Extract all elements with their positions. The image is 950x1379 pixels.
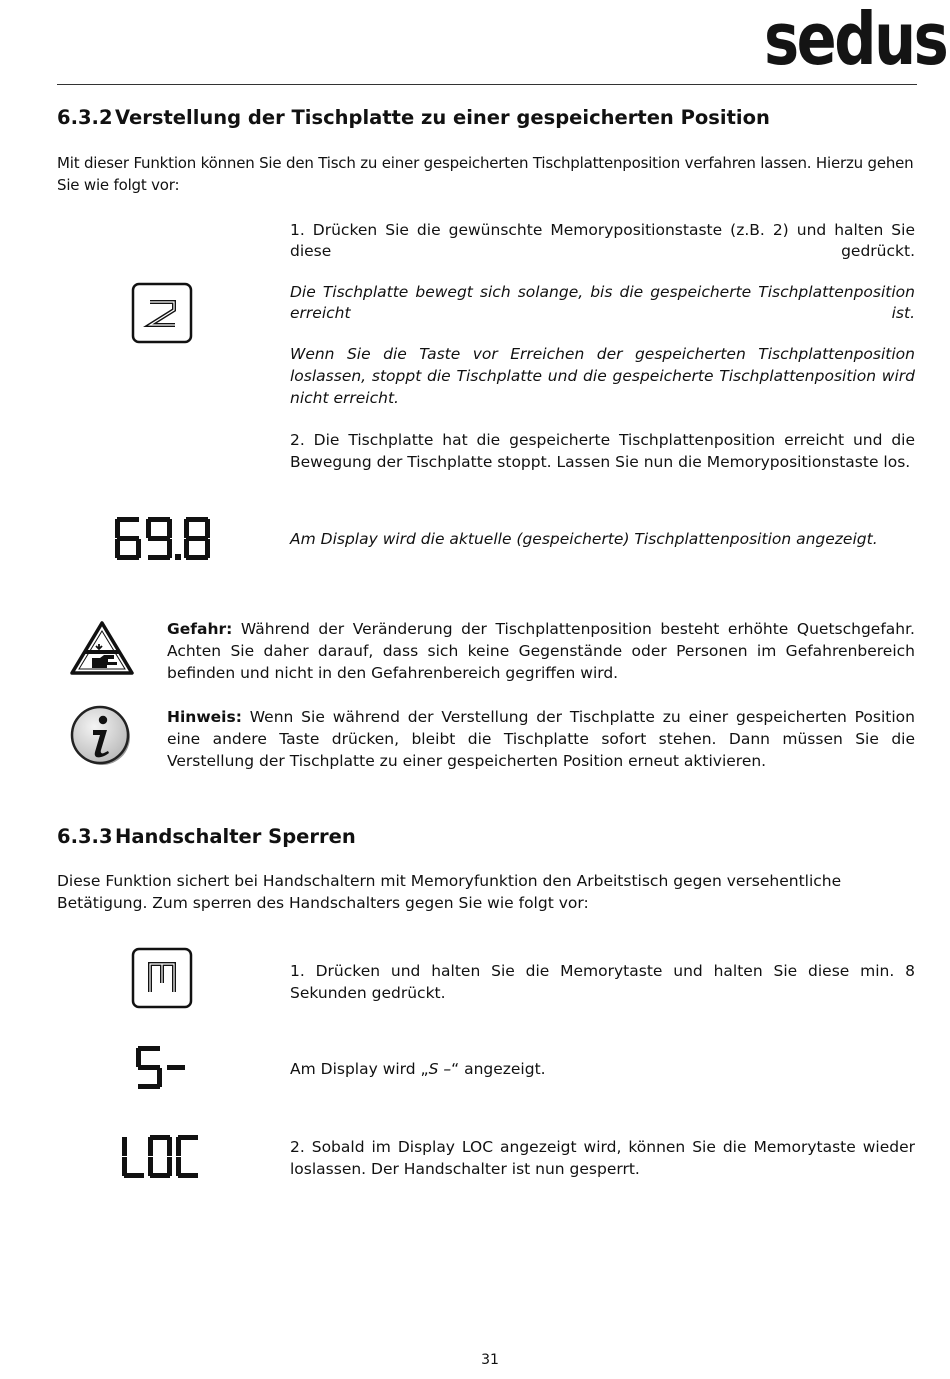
step1-line2: [290, 240, 915, 262]
section-heading-632: [57, 106, 770, 129]
lock-step1-text: 1. Drücken und halten Sie die Memorytaste und halten Sie diese min. 8 Sekunden gedrückt.: [290, 962, 915, 1002]
display-s-dash-icon: [136, 1045, 188, 1095]
display-s-note-post: “ angezeigt.: [451, 1060, 546, 1078]
step1-line1: 1. Drücken Sie die gewünschte Memorypositionstaste (z.B. 2) und halten Sie: [290, 221, 915, 239]
section-intro: Diese Funktion sichert bei Handschaltern mit Memoryfunktion den Arbeitstisch gegen versehentliche Betätigung. Zum sperren des Handschalters gegen Sie wie folgt vor:: [57, 872, 842, 912]
step1-note2: Wenn Sie die Taste vor Erreichen der gespeicherten Tischplattenposition loslassen, stoppt die Tischplatte und die gespeicherte Tischplattenposition wird nicht erreicht.: [290, 345, 915, 407]
step1-line2-start: diese: [290, 242, 332, 260]
danger-body: Während der Veränderung der Tischplattenposition besteht erhöhte Quetschgefahr. Achten Sie daher darauf, dass sich keine Gegenstände oder Personen im Gefahrenbereich befinden und nicht in den Gefahrenbereich gegriffen wird.: [167, 620, 915, 682]
section-intro: Mit dieser Funktion können Sie den Tisch zu einer gespeicherten Tischplattenposition verfahren lassen. Hierzu gehen Sie wie folgt vor:: [57, 154, 914, 194]
lock-step2-text: 2. Sobald im Display LOC angezeigt wird, können Sie die Memorytaste wieder loslassen. Der Handschalter ist nun gesperrt.: [290, 1138, 915, 1178]
page-number: 31: [481, 1352, 499, 1368]
step2-text: 2. Die Tischplatte hat die gespeicherte Tischplattenposition erreicht und die Bewegung der Tischplatte stoppt. Lassen Sie nun die Memorypositionstaste los.: [290, 431, 915, 471]
display-note: Am Display wird die aktuelle (gespeicherte) Tischplattenposition angezeigt.: [290, 530, 878, 548]
info-icon: [70, 705, 132, 771]
hint-text: [167, 706, 915, 772]
sedus-logo: sedus: [764, 0, 947, 81]
step1-note-line2: [290, 302, 915, 324]
section-heading-633: [57, 825, 356, 848]
section-number: 6.3.2: [57, 106, 113, 129]
section-title: Verstellung der Tischplatte zu einer gespeicherten Position: [115, 106, 770, 129]
hint-label: Hinweis:: [167, 708, 242, 726]
hint-body: Wenn Sie während der Verstellung der Tischplatte zu einer gespeicherten Position eine andere Taste drücken, bleibt die Tischplatte sofort stehen. Dann müssen Sie die Verstellung der Tischplatte zu einer gespeicherten Position erneut aktivieren.: [167, 708, 915, 770]
section-number: 6.3.3: [57, 825, 113, 848]
crush-warning-icon: [70, 620, 134, 680]
memory-key-m-icon: [131, 947, 193, 1013]
display-loc-icon: [122, 1134, 200, 1184]
memory-key-2-icon: [131, 282, 193, 348]
step1-note-line2-start: erreicht: [290, 304, 351, 322]
danger-label: Gefahr:: [167, 620, 233, 638]
danger-text: [167, 618, 915, 684]
step1-note-line1: Die Tischplatte bewegt sich solange, bis die gespeicherte Tischplattenposition: [290, 283, 915, 301]
step1-note-line2-end: ist.: [891, 304, 915, 322]
header-rule: [57, 84, 917, 85]
display-s-note-pre: Am Display wird „: [290, 1060, 429, 1078]
section-title: Handschalter Sperren: [115, 825, 356, 848]
display-s-note: [290, 1058, 915, 1080]
step1-line2-end: gedrückt.: [841, 242, 915, 260]
display-69-8-icon: [115, 516, 211, 566]
display-s-note-em: S –: [428, 1060, 452, 1078]
